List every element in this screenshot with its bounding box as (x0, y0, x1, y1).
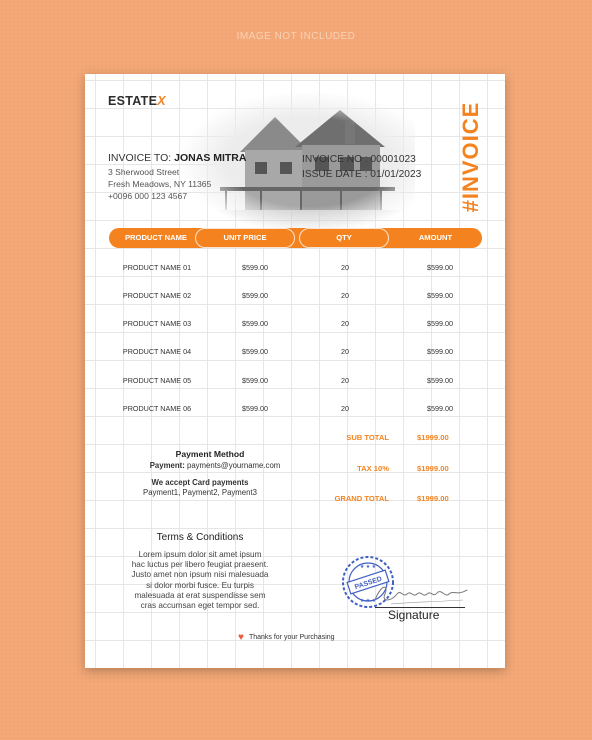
row-product: PRODUCT NAME 02 (122, 291, 192, 300)
row-qty: 20 (341, 263, 349, 272)
terms-line: Lorem ipsum dolor sit amet ipsum (138, 550, 262, 559)
payment-method-title: Payment Method (175, 449, 245, 459)
row-amount: $599.00 (427, 347, 453, 356)
stamp-text: PASSED (353, 575, 383, 592)
svg-text:★ ★ ★: ★ ★ ★ (359, 598, 377, 604)
row-amount: $599.00 (427, 291, 453, 300)
brand-logo-accent: X (157, 94, 166, 108)
row-qty: 20 (341, 291, 349, 300)
svg-text:★ ★ ★: ★ ★ ★ (359, 564, 377, 570)
thanks-text: Thanks for your Purchasing (248, 634, 335, 641)
row-price: $599.00 (242, 376, 268, 385)
accepted-cards-title: We accept Card payments (151, 478, 249, 487)
image-not-included-note: IMAGE NOT INCLUDED (236, 31, 356, 42)
row-qty: 20 (341, 347, 349, 356)
grand-total-value: $1999.00 (417, 494, 449, 503)
subtotal-label: SUB TOTAL (346, 433, 389, 442)
terms-title: Terms & Conditions (156, 532, 244, 543)
client-phone: +0096 000 123 4567 (108, 191, 188, 201)
table-row (85, 281, 505, 309)
payment-label: Payment: (149, 461, 185, 470)
client-address-line-2: Fresh Meadows, NY 11365 (108, 179, 212, 189)
invoice-sheet (85, 74, 505, 668)
invoice-heading-text: #INVOICE (458, 101, 483, 212)
table-header (109, 228, 482, 248)
row-price: $599.00 (242, 347, 268, 356)
table-row (85, 394, 505, 422)
table-row (85, 337, 505, 365)
subtotal-value: $1999.00 (417, 433, 449, 442)
row-price: $599.00 (242, 291, 268, 300)
terms-body (115, 550, 285, 611)
table-row (85, 366, 505, 394)
heart-icon: ♥ (238, 632, 244, 643)
row-product: PRODUCT NAME 06 (122, 404, 192, 413)
signature-scribble-icon (371, 580, 471, 608)
client-name: JONAS MITRA (174, 152, 247, 164)
row-qty: 20 (341, 376, 349, 385)
row-amount: $599.00 (427, 404, 453, 413)
terms-line: cras accumsan eget tempor sed. (140, 601, 260, 611)
bill-to-block (108, 152, 246, 202)
row-qty: 20 (341, 319, 349, 328)
row-product: PRODUCT NAME 05 (122, 376, 192, 385)
header-unit-price: UNIT PRICE (195, 228, 295, 248)
invoice-heading (451, 94, 491, 219)
row-product: PRODUCT NAME 03 (122, 319, 192, 328)
brand-logo (108, 94, 166, 108)
tax-value: $1999.00 (417, 464, 449, 473)
payment-methods: Payment1, Payment2, Payment3 (143, 488, 257, 497)
header-qty: QTY (299, 228, 389, 248)
invoice-number: INVOICE NO : 00001023 (302, 154, 416, 165)
issue-date: ISSUE DATE : 01/01/2023 (302, 169, 422, 180)
brand-logo-main: ESTATE (108, 94, 158, 108)
payment-line (115, 461, 315, 470)
row-product: PRODUCT NAME 04 (122, 347, 192, 356)
tax-label: TAX 10% (357, 464, 389, 473)
invoice-meta (302, 152, 421, 182)
row-product: PRODUCT NAME 01 (122, 263, 192, 272)
row-price: $599.00 (242, 404, 268, 413)
row-amount: $599.00 (427, 376, 453, 385)
row-amount: $599.00 (427, 263, 453, 272)
terms-line: si dolor morbi fusce. Eu turpis (146, 580, 254, 590)
row-price: $599.00 (242, 263, 268, 272)
terms-line: malesuada at erat suspendisse sem (134, 590, 266, 600)
client-address-line-1: 3 Sherwood Street (108, 167, 180, 177)
terms-line: Justo amet non ipsum nisi malesuada (131, 570, 269, 580)
row-price: $599.00 (242, 319, 268, 328)
table-row (85, 253, 505, 281)
terms-line: hac luctus per libero feugiat praesent. (131, 560, 269, 570)
grand-total-label: GRAND TOTAL (334, 494, 389, 503)
row-qty: 20 (341, 404, 349, 413)
payment-email: payments@yourname.com (186, 461, 281, 470)
header-amount: AMOUNT (418, 233, 453, 242)
bill-to-label: INVOICE TO: (108, 152, 172, 164)
thanks-note (238, 632, 335, 643)
header-product-name: PRODUCT NAME (124, 233, 187, 242)
signature-label: Signature (388, 608, 440, 622)
row-amount: $599.00 (427, 319, 453, 328)
table-row (85, 309, 505, 337)
